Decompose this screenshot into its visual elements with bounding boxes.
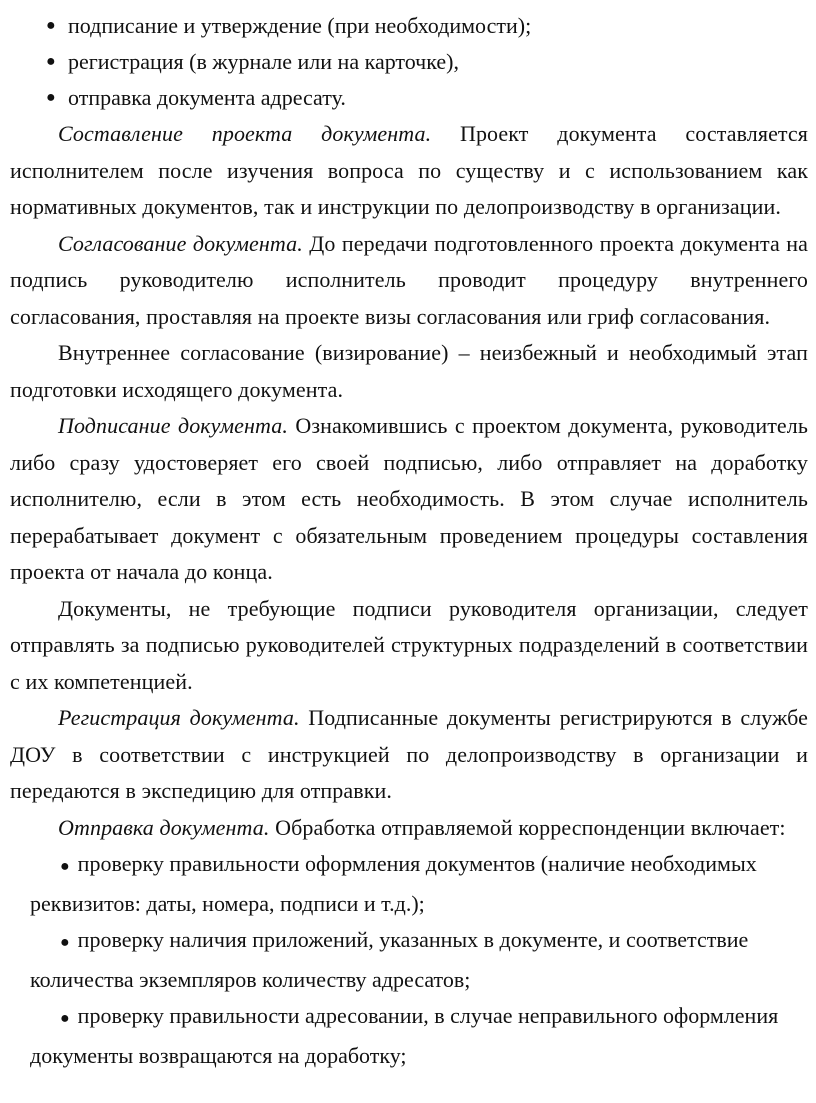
list-item xyxy=(10,8,808,44)
paragraph-approval xyxy=(10,226,808,336)
bottom-bullet-list xyxy=(10,846,808,1074)
list-item xyxy=(10,44,808,80)
list-item-text: подписание и утверждение (при необходимости); xyxy=(68,13,532,38)
list-item xyxy=(10,846,808,922)
bullet-icon: ● xyxy=(60,934,70,951)
paragraph-title: Отправка документа. xyxy=(58,814,270,840)
bullet-icon: ● xyxy=(46,17,56,34)
list-item-text: проверку правильности адресовании, в случае неправильного оформления документы возвращаются на доработку; xyxy=(30,1003,779,1068)
list-item xyxy=(10,80,808,116)
bullet-icon: ● xyxy=(60,1010,70,1027)
paragraph-unsigned-docs xyxy=(10,591,808,701)
paragraph-signing xyxy=(10,408,808,591)
list-item-text: проверку наличия приложений, указанных в документе, и соответствие количества экземпляров количеству адресатов; xyxy=(30,927,749,992)
list-item-text: отправка документа адресату. xyxy=(68,85,346,110)
paragraph-text: Ознакомившись с проектом документа, руководитель либо сразу удостоверяет его своей подписью, либо отправляет на доработку исполнителю, если в этом есть необходимость. В этом случае исполнитель перерабатывает документ с обязательным проведением процедуры составления проекта от начала до конца. xyxy=(10,413,808,584)
paragraph-text: Проект документа составляется исполнителем после изучения вопроса по существу и с использованием как нормативных документов, так и инструкции по делопроизводству в организации. xyxy=(10,121,809,219)
paragraph-text: Подписанные документы регистрируются в службе ДОУ в соответствии с инструкцией по делопроизводству в организации и передаются в экспедицию для отправки. xyxy=(10,705,808,803)
paragraph-title: Согласование документа. xyxy=(58,230,303,256)
bullet-icon: ● xyxy=(46,89,56,106)
paragraph-text: До передачи подготовленного проекта документа на подпись руководителю исполнитель проводит процедуру внутреннего согласования, проставляя на проекте визы согласования или гриф согласования. xyxy=(10,230,808,329)
list-item-text: проверку правильности оформления документов (наличие необходимых реквизитов: даты, номера, подписи и т.д.); xyxy=(30,851,757,916)
paragraph-text: Документы, не требующие подписи руководителя организации, следует отправлять за подписью руководителей структурных подразделений в соответствии с их компетенцией. xyxy=(10,595,808,694)
list-item xyxy=(10,998,808,1074)
paragraph-drafting xyxy=(10,116,808,226)
paragraph-text: Обработка отправляемой корреспонденции включает: xyxy=(269,814,786,840)
paragraph-text: Внутреннее согласование (визирование) – неизбежный и необходимый этап подготовки исходящего документа. xyxy=(10,340,808,402)
paragraph-title: Регистрация документа. xyxy=(58,705,300,730)
paragraph-registration xyxy=(10,700,808,810)
list-item xyxy=(10,922,808,998)
bullet-icon: ● xyxy=(60,858,70,875)
paragraph-sending xyxy=(10,810,808,847)
paragraph-title: Составление проекта документа. xyxy=(58,121,432,146)
top-bullet-list xyxy=(10,8,808,116)
list-item-text: регистрация (в журнале или на карточке), xyxy=(68,49,459,74)
bullet-icon: ● xyxy=(46,53,56,70)
paragraph-internal-approval xyxy=(10,335,808,408)
paragraph-title: Подписание документа. xyxy=(58,413,288,438)
